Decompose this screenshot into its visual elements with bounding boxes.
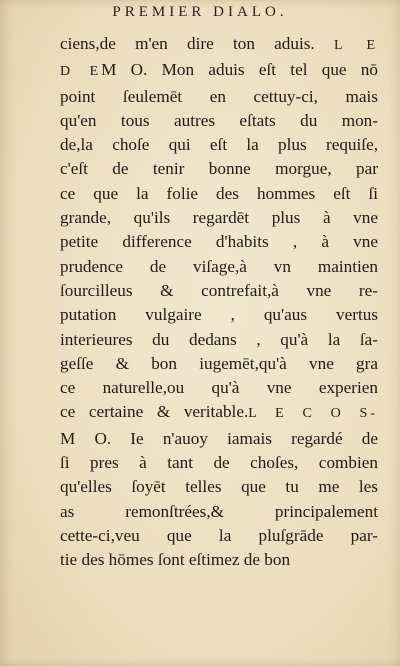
text-line: ſi pres à tant de choſes, combien — [60, 453, 378, 473]
text-line: grande, qu'ils regardēt plus à vne — [60, 208, 378, 228]
text-line: c'eſt de tenir bonne morgue, par — [60, 159, 378, 179]
text-line: ce certaine & veritable.L E C O S- — [60, 402, 378, 422]
text-line: D EM O. Mon aduis eſt tel que nō — [60, 60, 378, 80]
text-line: as remonſtrées,& principalement — [60, 501, 378, 521]
text-line: ce que la folie des hommes eſt ſi — [60, 183, 378, 203]
body-text — [60, 32, 378, 573]
speaker-name: D E — [60, 64, 102, 80]
text-line: prudence de viſage,à vn maintien — [60, 256, 378, 276]
speaker-name: L E C O S- — [248, 406, 378, 422]
text-line: de,la choſe qui eſt la plus requiſe, — [60, 135, 378, 155]
text-line: petite difference d'habits , à vne — [60, 232, 378, 252]
speaker-name: L E — [333, 38, 378, 53]
text-line: geſſe & bon iugemēt,qu'à vne gra — [60, 353, 378, 373]
text-line: qu'elles ſoyēt telles que tu me les — [60, 477, 378, 497]
text-line: ce naturelle,ou qu'à vne experien — [60, 378, 378, 398]
text-line: ciens,de m'en dire ton aduis. L E — [60, 34, 378, 53]
text-line: ſourcilleus & contrefait,à vne re- — [60, 280, 378, 300]
text-line: point ſeulemēt en cettuy-ci, mais — [60, 86, 378, 106]
text-line: interieures du dedans , qu'à la ſa- — [60, 329, 378, 349]
running-title: PREMIER DIALO. — [112, 4, 288, 20]
text-line: cette-ci,veu que la pluſgrāde par- — [60, 525, 378, 545]
text-line: M O. Ie n'auoy iamais regardé de — [60, 428, 378, 448]
text-line: qu'en tous autres eſtats du mon- — [60, 110, 378, 130]
text-line: putation vulgaire , qu'aus vertus — [60, 305, 378, 325]
text-line: tie des hōmes ſont eſtimez de bon — [60, 550, 291, 570]
